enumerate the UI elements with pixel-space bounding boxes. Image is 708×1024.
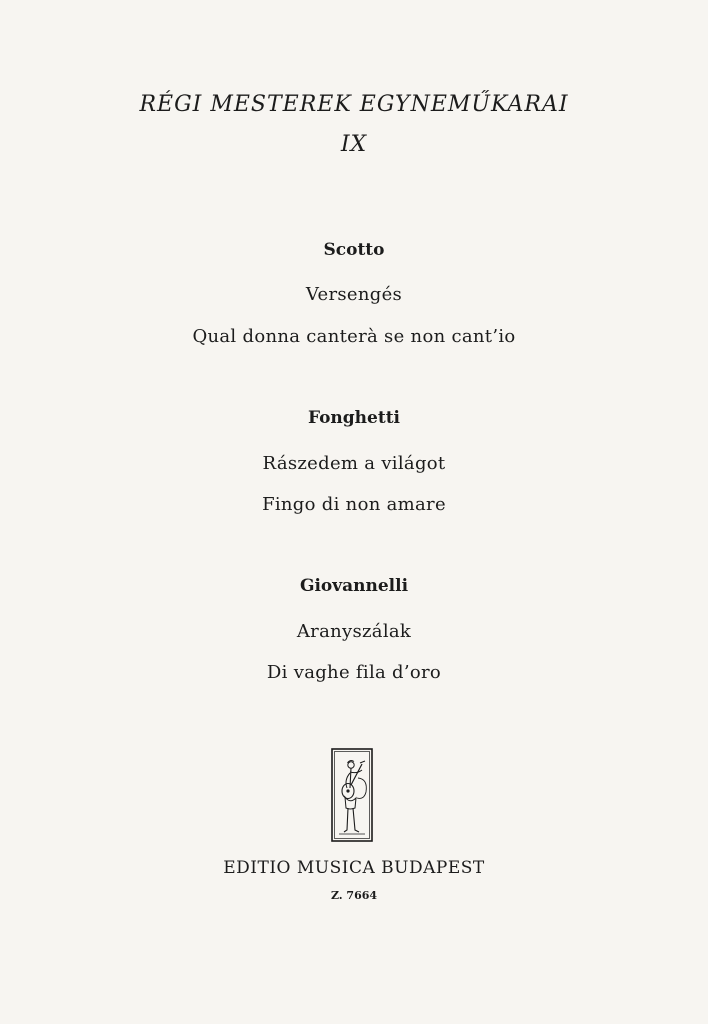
catalog-number: Z. 7664 bbox=[330, 889, 378, 902]
work-title-italian: Fingo di non amare bbox=[262, 494, 446, 515]
lute-player-emblem-icon bbox=[331, 748, 373, 842]
work-title-hungarian: Aranyszálak bbox=[296, 621, 412, 642]
composer-name: Giovannelli bbox=[299, 576, 409, 596]
work-title-hungarian: Rászedem a világot bbox=[262, 453, 446, 474]
series-title: RÉGI MESTEREK EGYNEMŰKARAI bbox=[139, 92, 569, 117]
publisher-name: EDITIO MUSICA BUDAPEST bbox=[223, 858, 485, 878]
composer-name: Fonghetti bbox=[307, 408, 401, 428]
work-title-hungarian: Versengés bbox=[305, 284, 403, 305]
work-title-italian: Di vaghe fila d’oro bbox=[266, 662, 442, 683]
composer-name: Scotto bbox=[323, 240, 385, 260]
volume-number: IX bbox=[340, 132, 368, 157]
work-title-italian: Qual donna canterà se non cant’io bbox=[192, 326, 516, 347]
